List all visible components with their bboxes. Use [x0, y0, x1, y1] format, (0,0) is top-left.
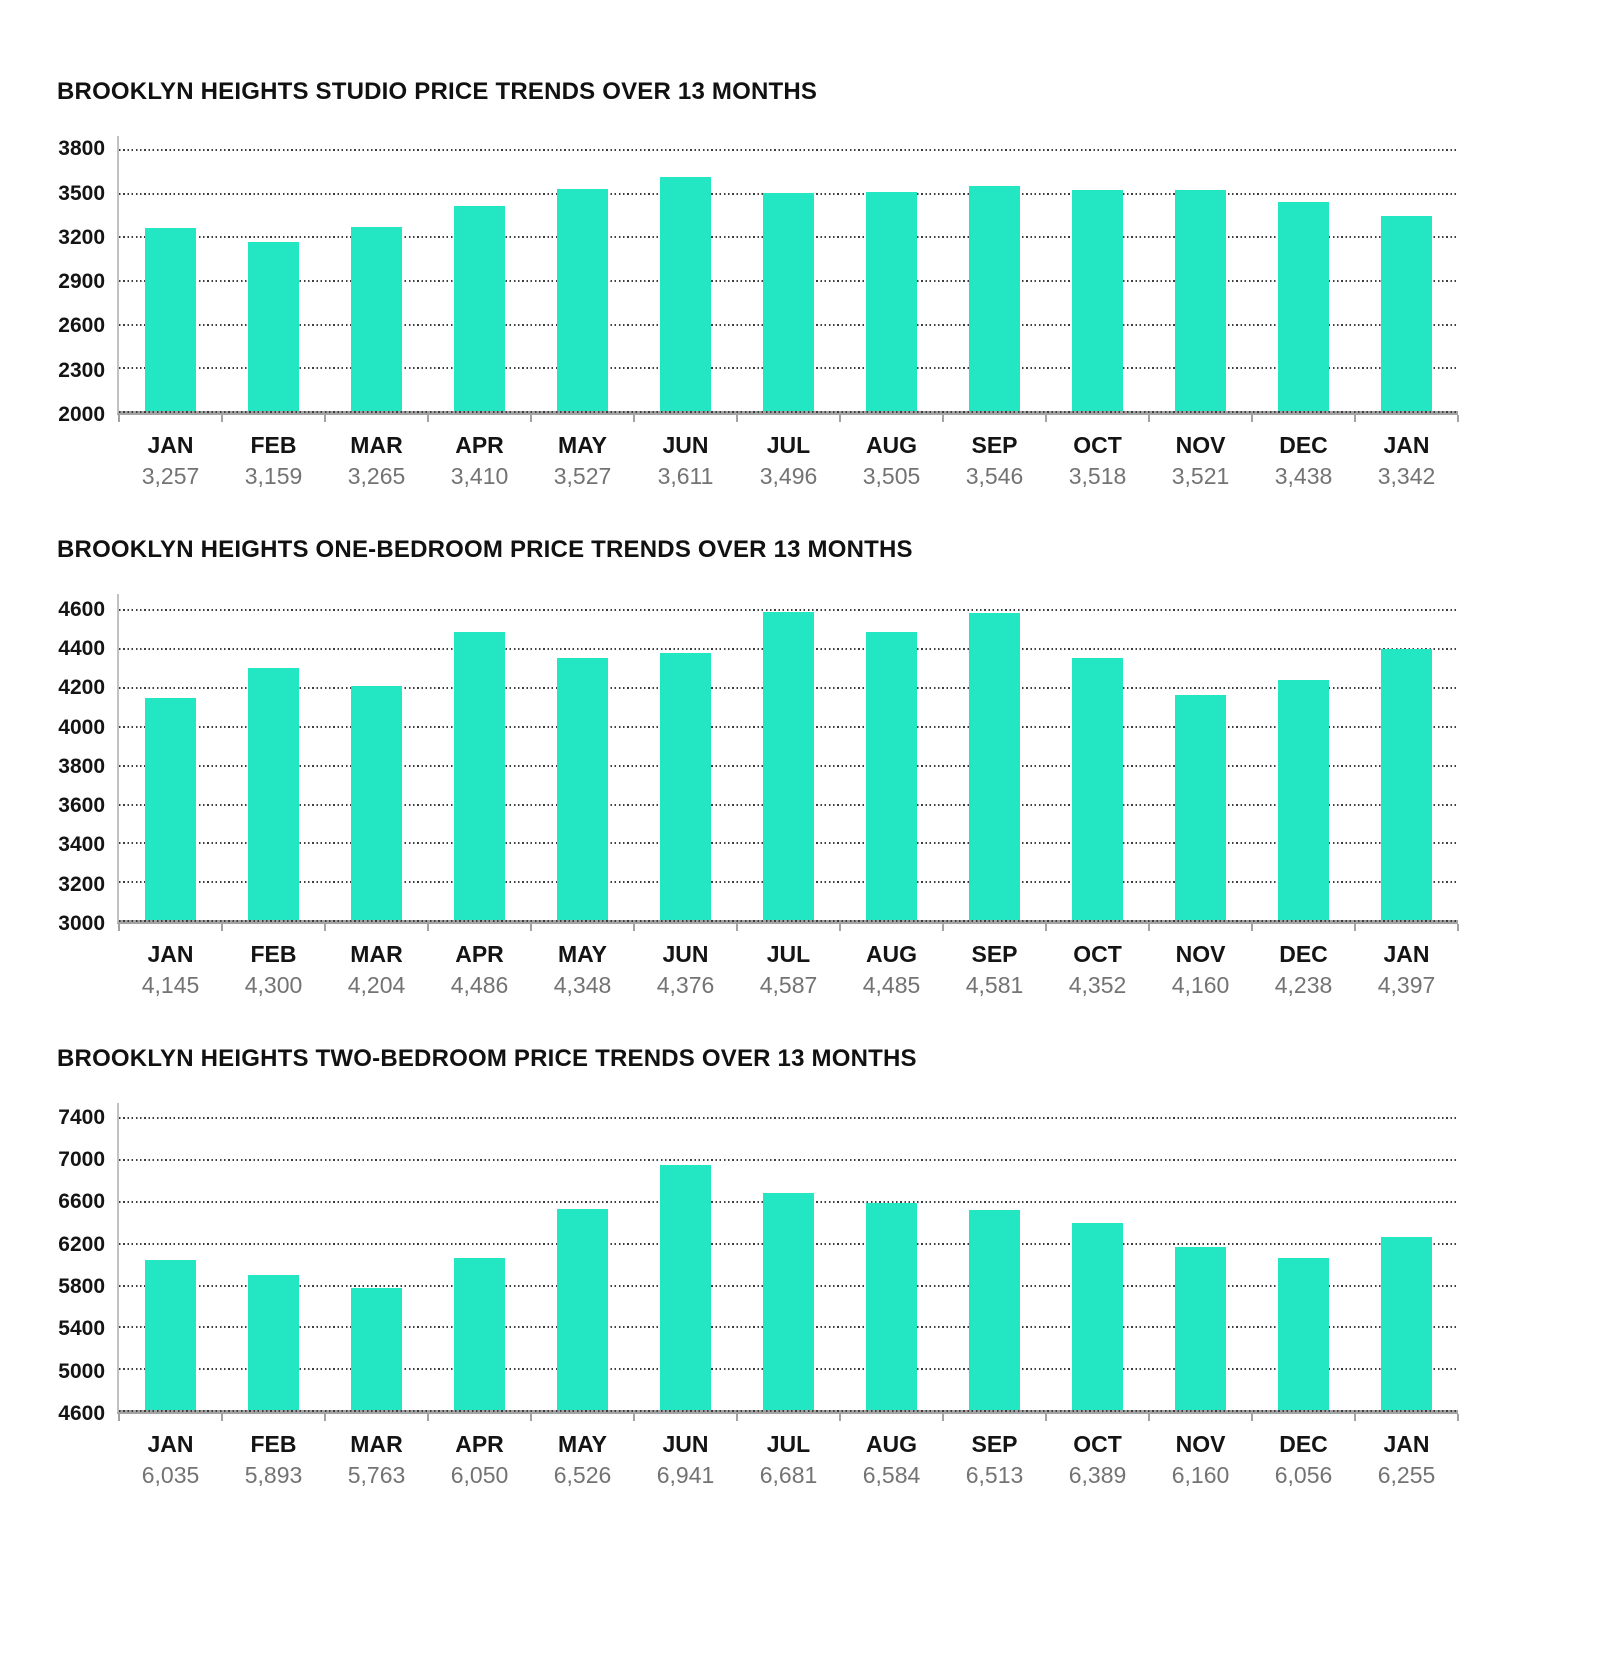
value-label: 3,521: [1171, 462, 1230, 489]
x-axis-tick: [1354, 1414, 1356, 1421]
x-axis-tick: [839, 415, 841, 422]
x-axis-tick: [1148, 415, 1150, 422]
month-label: DEC: [1279, 940, 1328, 967]
value-label: 4,587: [759, 971, 818, 998]
y-axis-tick-label: 3600: [58, 794, 105, 818]
month-label: OCT: [1073, 940, 1122, 967]
x-axis-tick: [633, 924, 635, 931]
x-axis-tick: [942, 1414, 944, 1421]
x-axis-tick: [118, 1414, 120, 1421]
chart-body: [40, 594, 1458, 935]
bar-nov: [1175, 695, 1227, 920]
y-axis-tick-label: 4200: [58, 676, 105, 700]
x-axis-tick: [942, 415, 944, 422]
gridline: [119, 1410, 1458, 1412]
x-category: [428, 431, 531, 492]
y-axis: [40, 136, 117, 426]
x-category: [1252, 431, 1355, 492]
x-category: [737, 431, 840, 492]
x-axis-tick: [324, 924, 326, 931]
month-label: JAN: [147, 1430, 194, 1457]
value-label: 3,342: [1377, 462, 1436, 489]
bar-dec: [1278, 1258, 1330, 1410]
x-axis-tick: [427, 1414, 429, 1421]
y-axis-tick-label: 3800: [58, 754, 105, 778]
bar-jan: [1381, 649, 1433, 920]
value-label: 3,496: [759, 462, 818, 489]
bar-nov: [1175, 190, 1227, 411]
bar-jan: [1381, 216, 1433, 411]
x-axis-tick: [1251, 415, 1253, 422]
month-label: MAR: [350, 432, 403, 458]
y-axis-tick-label: 2000: [58, 403, 105, 426]
bar-mar: [351, 1288, 403, 1409]
gridline: [119, 411, 1458, 413]
value-label: 3,611: [657, 462, 714, 489]
bar-jan: [145, 1260, 197, 1410]
month-label: JUN: [662, 432, 709, 458]
month-label: JAN: [147, 432, 194, 458]
x-category: [119, 1430, 222, 1491]
month-label: OCT: [1073, 1430, 1122, 1457]
value-label: 4,160: [1171, 971, 1230, 998]
chart-title: BROOKLYN HEIGHTS ONE-BEDROOM PRICE TRENDS OVER 13 MONTHS: [57, 535, 913, 563]
x-category: [325, 431, 428, 492]
x-axis-tick: [118, 924, 120, 931]
x-axis-tick: [221, 924, 223, 931]
x-axis-labels: [119, 940, 1458, 1001]
gridline: [119, 920, 1458, 922]
x-category: [1046, 431, 1149, 492]
month-label: OCT: [1073, 432, 1122, 458]
month-label: FEB: [250, 432, 297, 458]
bar-dec: [1278, 680, 1330, 920]
x-axis-tick: [1148, 1414, 1150, 1421]
value-label: 6,160: [1171, 1461, 1230, 1488]
x-category: [325, 1430, 428, 1491]
gridline: [119, 149, 1458, 151]
two-bedroom-price-chart: [0, 1045, 1600, 1491]
x-axis-tick: [839, 1414, 841, 1421]
value-label: 3,159: [244, 462, 303, 489]
x-category: [1149, 431, 1252, 492]
month-label: JAN: [147, 940, 194, 967]
x-category: [119, 431, 222, 492]
value-label: 6,526: [553, 1461, 612, 1488]
month-label: JUN: [662, 940, 709, 967]
x-axis-tick: [1457, 1414, 1459, 1421]
x-axis-tick: [118, 415, 120, 422]
bar-may: [557, 658, 609, 920]
month-label: JUL: [766, 1430, 811, 1457]
x-axis-tick: [221, 1414, 223, 1421]
month-label: SEP: [971, 1430, 1018, 1457]
x-axis-tick: [1045, 924, 1047, 931]
x-category: [531, 1430, 634, 1491]
bar-feb: [248, 242, 300, 411]
bar-jul: [763, 193, 815, 411]
value-label: 3,518: [1068, 462, 1127, 489]
value-label: 6,941: [656, 1461, 715, 1488]
month-label: MAY: [558, 940, 607, 967]
x-axis-tick: [1251, 924, 1253, 931]
x-axis-tick: [736, 1414, 738, 1421]
one-bedroom-price-chart: [0, 536, 1600, 1001]
plot-area: [117, 1103, 1458, 1414]
month-label: MAR: [350, 1430, 403, 1457]
x-category: [222, 1430, 325, 1491]
studio-price-chart: [0, 78, 1600, 492]
y-axis-tick-label: 5000: [58, 1359, 105, 1383]
bar-may: [557, 1209, 609, 1410]
chart-body: [40, 1103, 1458, 1425]
value-label: 5,893: [244, 1461, 303, 1488]
x-category: [222, 940, 325, 1001]
x-axis-tick: [530, 924, 532, 931]
bar-sep: [969, 1210, 1021, 1410]
x-category: [840, 1430, 943, 1491]
value-label: 4,397: [1377, 971, 1436, 998]
y-axis-tick-label: 3200: [58, 225, 105, 249]
x-axis-tick: [427, 415, 429, 422]
x-category: [1149, 940, 1252, 1001]
bar-apr: [454, 206, 506, 411]
y-axis-tick-label: 3400: [58, 833, 105, 857]
bar-oct: [1072, 658, 1124, 920]
y-axis-tick-label: 2900: [58, 270, 105, 294]
x-axis-tick: [736, 924, 738, 931]
x-category: [634, 940, 737, 1001]
x-category: [840, 431, 943, 492]
month-label: DEC: [1279, 432, 1328, 458]
x-category: [1355, 431, 1458, 492]
y-axis-tick-label: 2600: [58, 314, 105, 338]
gridline: [119, 1159, 1458, 1161]
y-axis-tick-label: 4400: [58, 636, 105, 660]
value-label: 4,486: [450, 971, 509, 998]
value-label: 6,255: [1377, 1461, 1436, 1488]
plot-area: [117, 594, 1458, 924]
y-axis-tick-label: 3000: [58, 911, 105, 935]
x-category: [840, 940, 943, 1001]
month-label: JUL: [766, 940, 811, 967]
x-category: [531, 940, 634, 1001]
y-axis-tick-label: 3500: [58, 181, 105, 205]
x-category: [943, 1430, 1046, 1491]
y-axis-tick-label: 7000: [58, 1147, 105, 1171]
value-label: 5,763: [347, 1461, 406, 1488]
value-label: 4,352: [1068, 971, 1127, 998]
x-category: [1149, 1430, 1252, 1491]
bar-oct: [1072, 1223, 1124, 1410]
bar-sep: [969, 186, 1021, 411]
x-axis-tick: [1045, 415, 1047, 422]
y-axis-tick-label: 4600: [58, 1401, 105, 1425]
y-axis-tick-label: 5400: [58, 1317, 105, 1341]
bar-apr: [454, 632, 506, 920]
bar-nov: [1175, 1247, 1227, 1410]
x-axis-tick: [530, 415, 532, 422]
x-axis-tick: [1354, 924, 1356, 931]
chart-body: [40, 136, 1458, 426]
x-category: [1355, 1430, 1458, 1491]
x-category: [325, 940, 428, 1001]
month-label: NOV: [1175, 432, 1226, 458]
bar-jan: [1381, 1237, 1433, 1410]
month-label: MAY: [558, 432, 607, 458]
x-category: [737, 940, 840, 1001]
x-category: [1046, 940, 1149, 1001]
y-axis-tick-label: 4000: [58, 715, 105, 739]
month-label: AUG: [865, 432, 918, 458]
bar-aug: [866, 1203, 918, 1410]
value-label: 3,257: [141, 462, 200, 489]
x-category: [1252, 1430, 1355, 1491]
bar-jan: [145, 228, 197, 411]
value-label: 6,389: [1068, 1461, 1127, 1488]
value-label: 4,485: [862, 971, 921, 998]
x-axis-tick: [1251, 1414, 1253, 1421]
month-label: AUG: [865, 940, 918, 967]
x-category: [428, 940, 531, 1001]
month-label: APR: [455, 1430, 504, 1457]
chart-title: BROOKLYN HEIGHTS STUDIO PRICE TRENDS OVER 13 MONTHS: [57, 78, 818, 105]
x-axis-labels: [119, 1430, 1458, 1491]
x-category: [119, 940, 222, 1001]
month-label: JAN: [1383, 432, 1430, 458]
x-category: [428, 1430, 531, 1491]
value-label: 6,056: [1274, 1461, 1333, 1488]
month-label: SEP: [971, 940, 1018, 967]
x-axis-tick: [324, 1414, 326, 1421]
value-label: 4,204: [347, 971, 406, 998]
x-category: [531, 431, 634, 492]
month-label: MAR: [350, 940, 403, 967]
x-category: [1046, 1430, 1149, 1491]
y-axis-tick-label: 6200: [58, 1232, 105, 1256]
x-category: [737, 1430, 840, 1491]
y-axis-tick-label: 7400: [58, 1105, 105, 1129]
chart-title: BROOKLYN HEIGHTS TWO-BEDROOM PRICE TRENDS OVER 13 MONTHS: [57, 1044, 917, 1072]
bar-apr: [454, 1258, 506, 1409]
x-axis-tick: [530, 1414, 532, 1421]
x-axis-tick: [839, 924, 841, 931]
bar-jul: [763, 612, 815, 920]
x-category: [634, 1430, 737, 1491]
value-label: 4,348: [553, 971, 612, 998]
value-label: 4,238: [1274, 971, 1333, 998]
value-label: 3,438: [1274, 462, 1333, 489]
month-label: JUN: [662, 1430, 709, 1457]
value-label: 6,513: [965, 1461, 1024, 1488]
y-axis-tick-label: 3200: [58, 872, 105, 896]
y-axis-tick-label: 6600: [58, 1190, 105, 1214]
value-label: 3,527: [553, 462, 612, 489]
month-label: FEB: [250, 1430, 297, 1457]
bar-jun: [660, 177, 712, 411]
x-axis-tick: [633, 1414, 635, 1421]
month-label: APR: [455, 940, 504, 967]
bar-jun: [660, 1165, 712, 1409]
month-label: SEP: [971, 432, 1018, 458]
x-axis-tick: [1148, 924, 1150, 931]
bar-feb: [248, 668, 300, 920]
value-label: 3,410: [450, 462, 509, 489]
x-axis-tick: [1457, 415, 1459, 422]
bar-jun: [660, 653, 712, 920]
bar-jul: [763, 1193, 815, 1410]
x-category: [222, 431, 325, 492]
month-label: JAN: [1383, 940, 1430, 967]
bar-sep: [969, 613, 1021, 920]
value-label: 3,546: [965, 462, 1024, 489]
month-label: NOV: [1175, 1430, 1226, 1457]
y-axis-tick-label: 3800: [58, 137, 105, 161]
bar-oct: [1072, 190, 1124, 411]
value-label: 6,035: [141, 1461, 200, 1488]
bar-mar: [351, 227, 403, 411]
y-axis-tick-label: 4600: [58, 597, 105, 621]
month-label: JAN: [1383, 1430, 1430, 1457]
x-category: [1355, 940, 1458, 1001]
value-label: 6,681: [759, 1461, 818, 1488]
value-label: 4,145: [141, 971, 200, 998]
x-axis-labels: [119, 431, 1458, 492]
x-axis-tick: [736, 415, 738, 422]
bar-jan: [145, 698, 197, 920]
x-axis-tick: [633, 415, 635, 422]
bar-feb: [248, 1275, 300, 1410]
x-axis-tick: [427, 924, 429, 931]
y-axis-tick-label: 2300: [58, 358, 105, 382]
value-label: 6,584: [862, 1461, 921, 1488]
value-label: 4,300: [244, 971, 303, 998]
plot-area: [117, 136, 1458, 415]
month-label: NOV: [1175, 940, 1226, 967]
x-category: [634, 431, 737, 492]
month-label: MAY: [558, 1430, 607, 1457]
month-label: AUG: [865, 1430, 918, 1457]
x-axis-tick: [324, 415, 326, 422]
gridline: [119, 1117, 1458, 1119]
x-category: [943, 431, 1046, 492]
bar-aug: [866, 192, 918, 411]
x-axis-tick: [1354, 415, 1356, 422]
x-axis-tick: [1457, 924, 1459, 931]
month-label: JUL: [766, 432, 811, 458]
x-axis-tick: [1045, 1414, 1047, 1421]
value-label: 3,505: [862, 462, 921, 489]
x-axis-tick: [942, 924, 944, 931]
y-axis: [40, 1103, 117, 1425]
y-axis-tick-label: 5800: [58, 1274, 105, 1298]
month-label: DEC: [1279, 1430, 1328, 1457]
x-axis-tick: [221, 415, 223, 422]
bar-may: [557, 189, 609, 411]
bar-dec: [1278, 202, 1330, 411]
y-axis: [40, 594, 117, 935]
month-label: APR: [455, 432, 504, 458]
x-category: [943, 940, 1046, 1001]
value-label: 3,265: [347, 462, 406, 489]
bar-mar: [351, 686, 403, 920]
value-label: 6,050: [450, 1461, 509, 1488]
value-label: 4,581: [965, 971, 1024, 998]
x-category: [1252, 940, 1355, 1001]
bar-aug: [866, 632, 918, 920]
month-label: FEB: [250, 940, 297, 967]
value-label: 4,376: [656, 971, 715, 998]
